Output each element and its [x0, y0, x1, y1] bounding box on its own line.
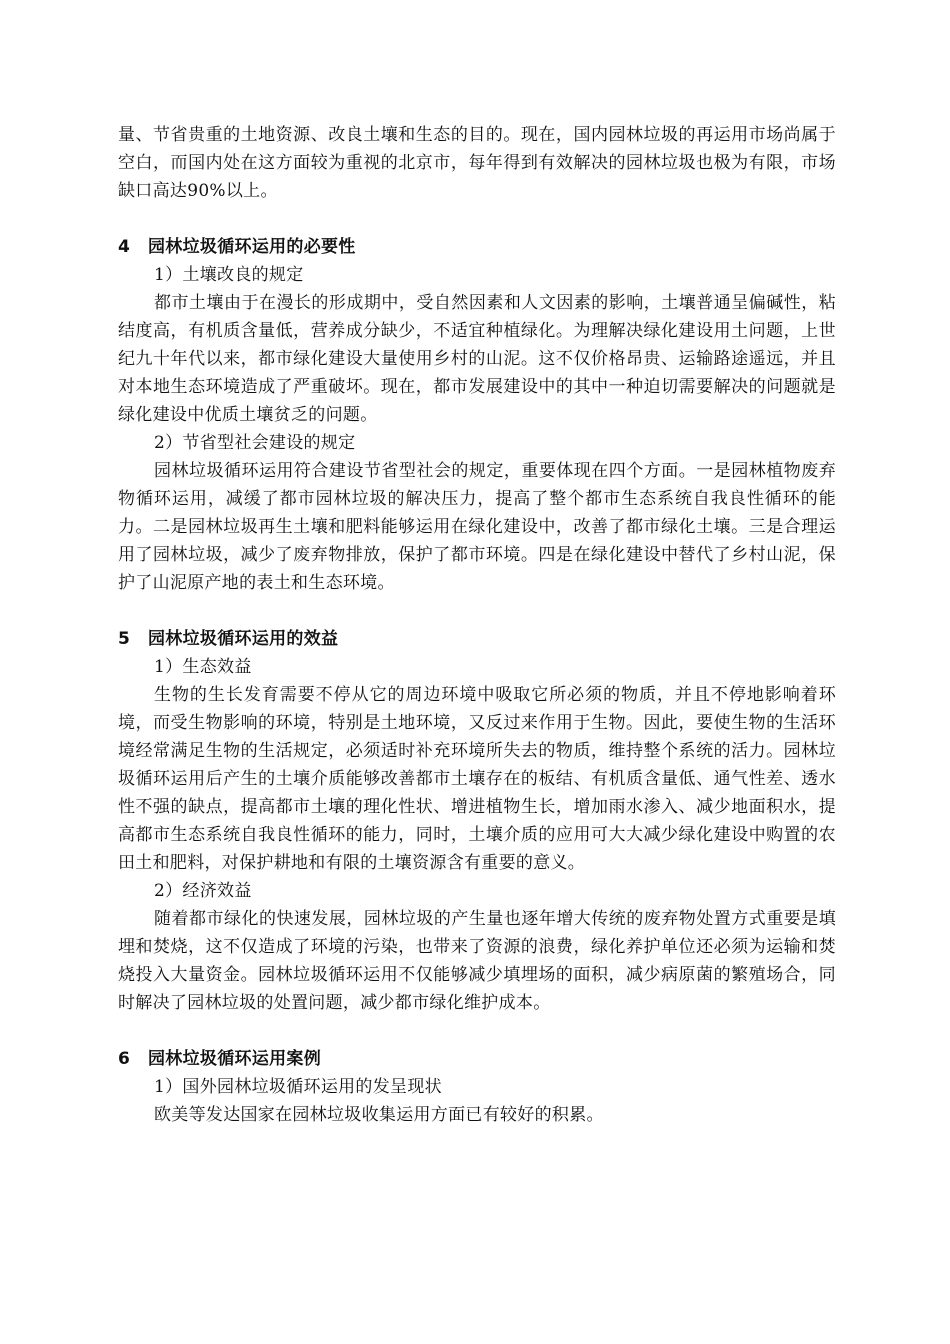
section-6-heading — [118, 1045, 836, 1073]
section-4-title: 园林垃圾循环运用的必要性 — [148, 237, 356, 257]
section-4-number: 4 — [118, 237, 131, 257]
section-6-number: 6 — [118, 1049, 131, 1069]
section-5-sub2-label: 2）经济效益 — [154, 881, 252, 901]
spacer — [118, 597, 836, 625]
document-page — [118, 121, 836, 1129]
spacer — [118, 205, 836, 233]
section-4-sub1-label: 1）土壤改良的规定 — [154, 265, 304, 285]
section-4-heading — [118, 233, 836, 261]
spacer — [118, 1017, 836, 1045]
section-6-title: 园林垃圾循环运用案例 — [148, 1049, 321, 1069]
section-5-number: 5 — [118, 629, 131, 649]
section-6-sub1-paragraph: 欧美等发达国家在园林垃圾收集运用方面已有较好的积累。 — [154, 1105, 604, 1125]
section-6-sub1-label: 1）国外园林垃圾循环运用的发呈现状 — [154, 1077, 442, 1097]
section-5-sub2-paragraph: 随着都市绿化的快速发展，园林垃圾的产生量也逐年增大传统的废弃物处置方式重要是填埋和焚烧，这不仅造成了环境的污染，也带来了资源的浪费，绿化养护单位还必须为运输和焚烧投入大量资金。园林垃圾循环运用不仅能够减少填埋场的面积，减少病原菌的繁殖场合，同时解决了园林垃圾的处置问题，减少都市绿化维护成本。 — [118, 909, 836, 1013]
section-5-sub1-paragraph: 生物的生长发育需要不停从它的周边环境中吸取它所必须的物质，并且不停地影响着环境，而受生物影响的环境，特别是土地环境，又反过来作用于生物。因此，要使生物的生活环境经常满足生物的生活规定，必须适时补充环境所失去的物质，维持整个系统的活力。园林垃圾循环运用后产生的土壤介质能够改善都市土壤存在的板结、有机质含量低、通气性差、透水性不强的缺点，提高都市土壤的理化性状、增进植物生长，增加雨水渗入、减少地面积水，提高都市生态系统自我良性循环的能力，同时，土壤介质的应用可大大减少绿化建设中购置的农田土和肥料，对保护耕地和有限的土壤资源含有重要的意义。 — [118, 685, 836, 873]
section-5-title: 园林垃圾循环运用的效益 — [148, 629, 339, 649]
section-4-sub1-paragraph: 都市土壤由于在漫长的形成期中，受自然因素和人文因素的影响，土壤普通呈偏碱性，粘结度高，有机质含量低，营养成分缺少，不适宜种植绿化。为理解决绿化建设用土问题，上世纪九十年代以来，都市绿化建设大量使用乡村的山泥。这不仅价格昂贵、运输路途遥远，并且对本地生态环境造成了严重破坏。现在，都市发展建设中的其中一种迫切需要解决的问题就是绿化建设中优质土壤贫乏的问题。 — [118, 293, 836, 425]
section-5-sub1-label: 1）生态效益 — [154, 657, 252, 677]
section-4-sub2-paragraph: 园林垃圾循环运用符合建设节省型社会的规定，重要体现在四个方面。一是园林植物废弃物循环运用，减缓了都市园林垃圾的解决压力，提高了整个都市生态系统自我良性循环的能力。二是园林垃圾再生土壤和肥料能够运用在绿化建设中，改善了都市绿化土壤。三是合理运用了园林垃圾，减少了废弃物排放，保护了都市环境。四是在绿化建设中替代了乡村山泥，保护了山泥原产地的表土和生态环境。 — [118, 461, 836, 593]
section-4-sub2-label: 2）节省型社会建设的规定 — [154, 433, 356, 453]
section-5-heading — [118, 625, 836, 653]
intro-paragraph: 量、节省贵重的土地资源、改良土壤和生态的目的。现在，国内园林垃圾的再运用市场尚属于空白，而国内处在这方面较为重视的北京市，每年得到有效解决的园林垃圾也极为有限，市场缺口高达90%以上。 — [118, 125, 836, 201]
